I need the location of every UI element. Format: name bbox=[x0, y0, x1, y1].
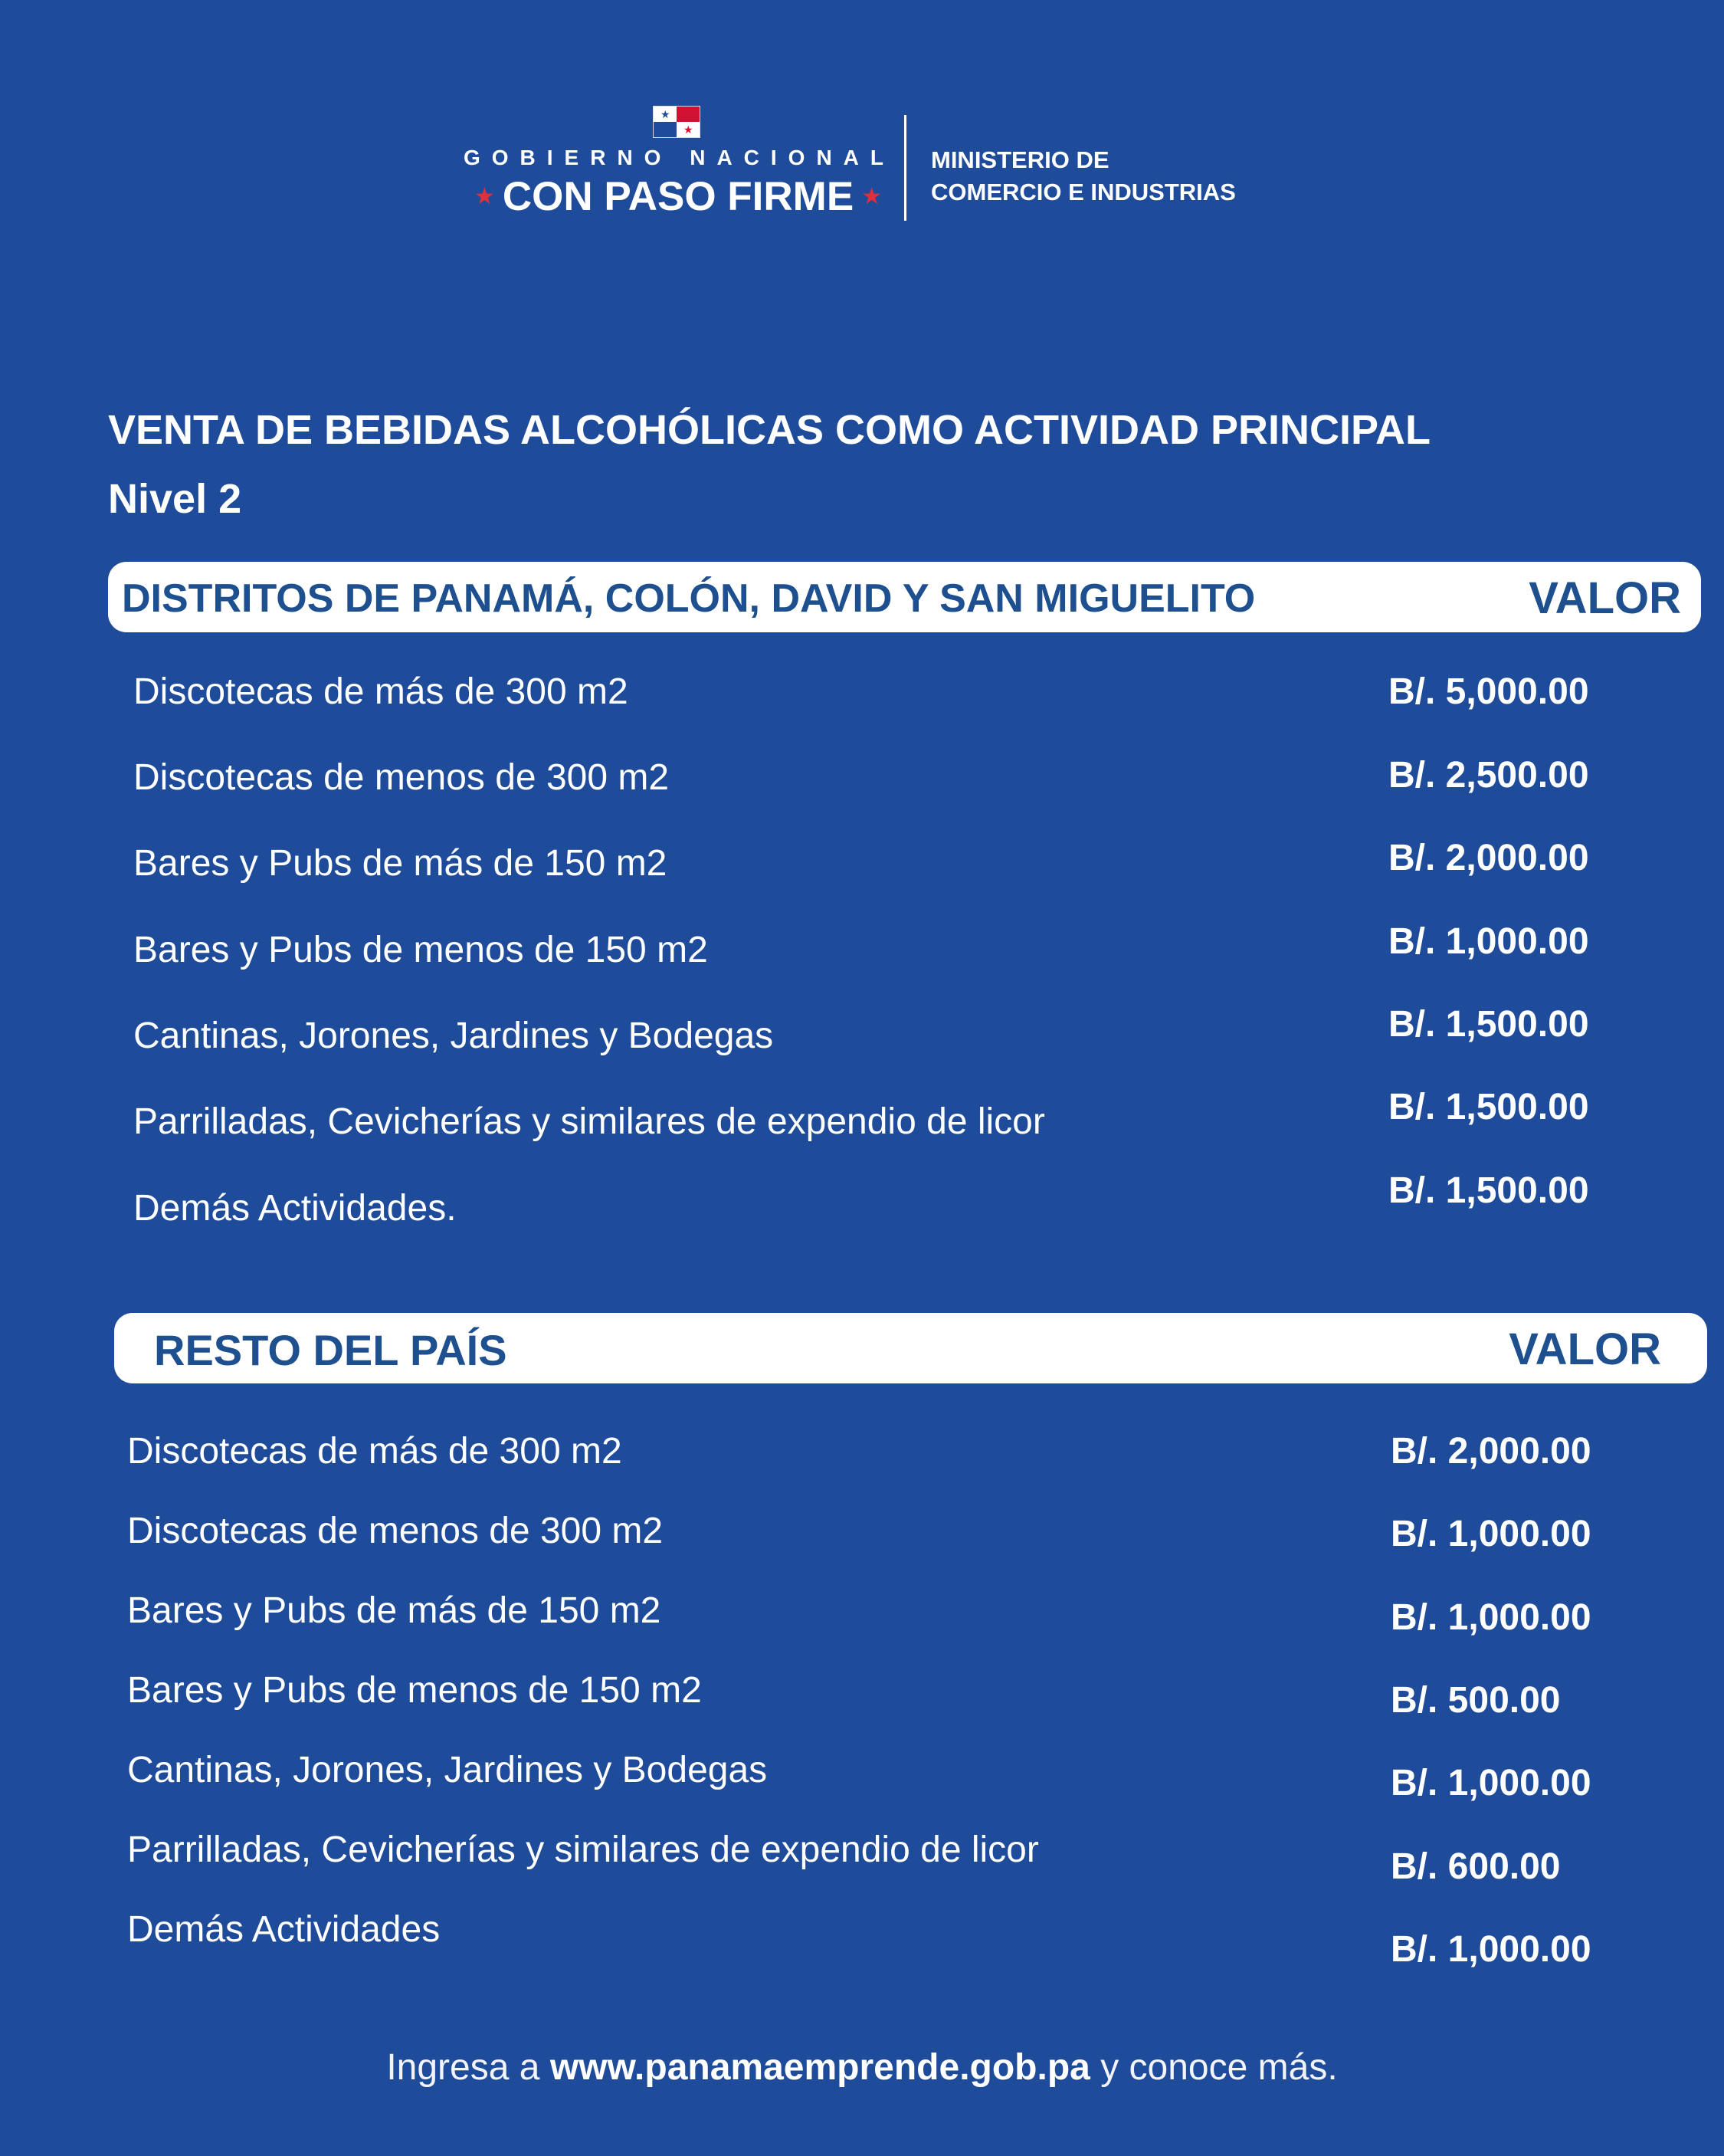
website-link[interactable]: www.panamaemprende.gob.pa bbox=[549, 2047, 1090, 2088]
section-heading: RESTO DEL PAÍS bbox=[154, 1326, 507, 1374]
list-item-value: B/. 2,000.00 bbox=[1391, 1431, 1591, 1472]
list-item-value: B/. 1,000.00 bbox=[1391, 1597, 1591, 1638]
list-item-value: B/. 1,000.00 bbox=[1391, 1514, 1591, 1554]
list-item-label: Cantinas, Jorones, Jardines y Bodegas bbox=[127, 1750, 768, 1790]
list-item-value: B/. 2,500.00 bbox=[1388, 755, 1589, 796]
section-heading: DISTRITOS DE PANAMÁ, COLÓN, DAVID Y SAN MIGUELITO bbox=[122, 576, 1256, 621]
list-item-value: B/. 2,000.00 bbox=[1388, 838, 1589, 878]
ministry-line1: MINISTERIO DE bbox=[931, 146, 1109, 173]
footer-prefix: Ingresa a bbox=[386, 2047, 540, 2088]
section-header-rest-of-country bbox=[114, 1313, 1707, 1383]
panama-flag-icon: ★ ★ bbox=[653, 106, 700, 138]
header-logo bbox=[0, 100, 1724, 230]
list-item-value: B/. 5,000.00 bbox=[1388, 671, 1589, 712]
list-item-label: Discotecas de más de 300 m2 bbox=[133, 671, 628, 712]
list-item-label: Cantinas, Jorones, Jardines y Bodegas bbox=[133, 1016, 774, 1056]
list-item-value: B/. 1,500.00 bbox=[1388, 1170, 1589, 1211]
list-item-label: Bares y Pubs de más de 150 m2 bbox=[133, 843, 667, 884]
value-heading: VALOR bbox=[1509, 1324, 1661, 1374]
list-item-value: B/. 1,000.00 bbox=[1388, 921, 1589, 962]
value-heading: VALOR bbox=[1529, 573, 1681, 623]
list-item-value: B/. 1,000.00 bbox=[1391, 1763, 1591, 1803]
list-item-value: B/. 500.00 bbox=[1391, 1680, 1561, 1721]
list-item-value: B/. 600.00 bbox=[1391, 1846, 1561, 1887]
government-line1: GOBIERNO NACIONAL bbox=[464, 146, 895, 169]
government-line2 bbox=[464, 173, 893, 220]
star-icon: ★ bbox=[861, 184, 883, 209]
list-item-label: Discotecas de menos de 300 m2 bbox=[127, 1511, 664, 1551]
government-slogan: CON PASO FIRME bbox=[502, 174, 854, 219]
logo-divider bbox=[904, 115, 906, 221]
list-item-value: B/. 1,500.00 bbox=[1388, 1004, 1589, 1045]
list-item-value: B/. 1,000.00 bbox=[1391, 1929, 1591, 1970]
list-item-label: Bares y Pubs de más de 150 m2 bbox=[127, 1590, 661, 1631]
page-title: VENTA DE BEBIDAS ALCOHÓLICAS COMO ACTIVIDAD PRINCIPAL bbox=[108, 407, 1431, 453]
list-item-label: Bares y Pubs de menos de 150 m2 bbox=[133, 930, 708, 970]
list-item-label: Parrilladas, Cevicherías y similares de expendio de licor bbox=[133, 1101, 1045, 1142]
list-item-label: Discotecas de más de 300 m2 bbox=[127, 1431, 622, 1472]
list-item-label: Bares y Pubs de menos de 150 m2 bbox=[127, 1670, 702, 1711]
list-item-label: Demás Actividades. bbox=[133, 1188, 457, 1229]
list-item-label: Discotecas de menos de 300 m2 bbox=[133, 757, 670, 798]
footer-suffix: y conoce más. bbox=[1100, 2047, 1338, 2088]
list-item-label: Demás Actividades bbox=[127, 1909, 441, 1950]
page-subtitle: Nivel 2 bbox=[108, 476, 242, 522]
ministry-line2: COMERCIO E INDUSTRIAS bbox=[931, 179, 1236, 205]
star-icon: ★ bbox=[474, 184, 495, 209]
ministry-name bbox=[931, 144, 1236, 208]
section-header-districts bbox=[108, 562, 1701, 632]
list-item-value: B/. 1,500.00 bbox=[1388, 1087, 1589, 1127]
list-item-label: Parrilladas, Cevicherías y similares de expendio de licor bbox=[127, 1829, 1039, 1870]
footer-text bbox=[0, 2046, 1724, 2089]
